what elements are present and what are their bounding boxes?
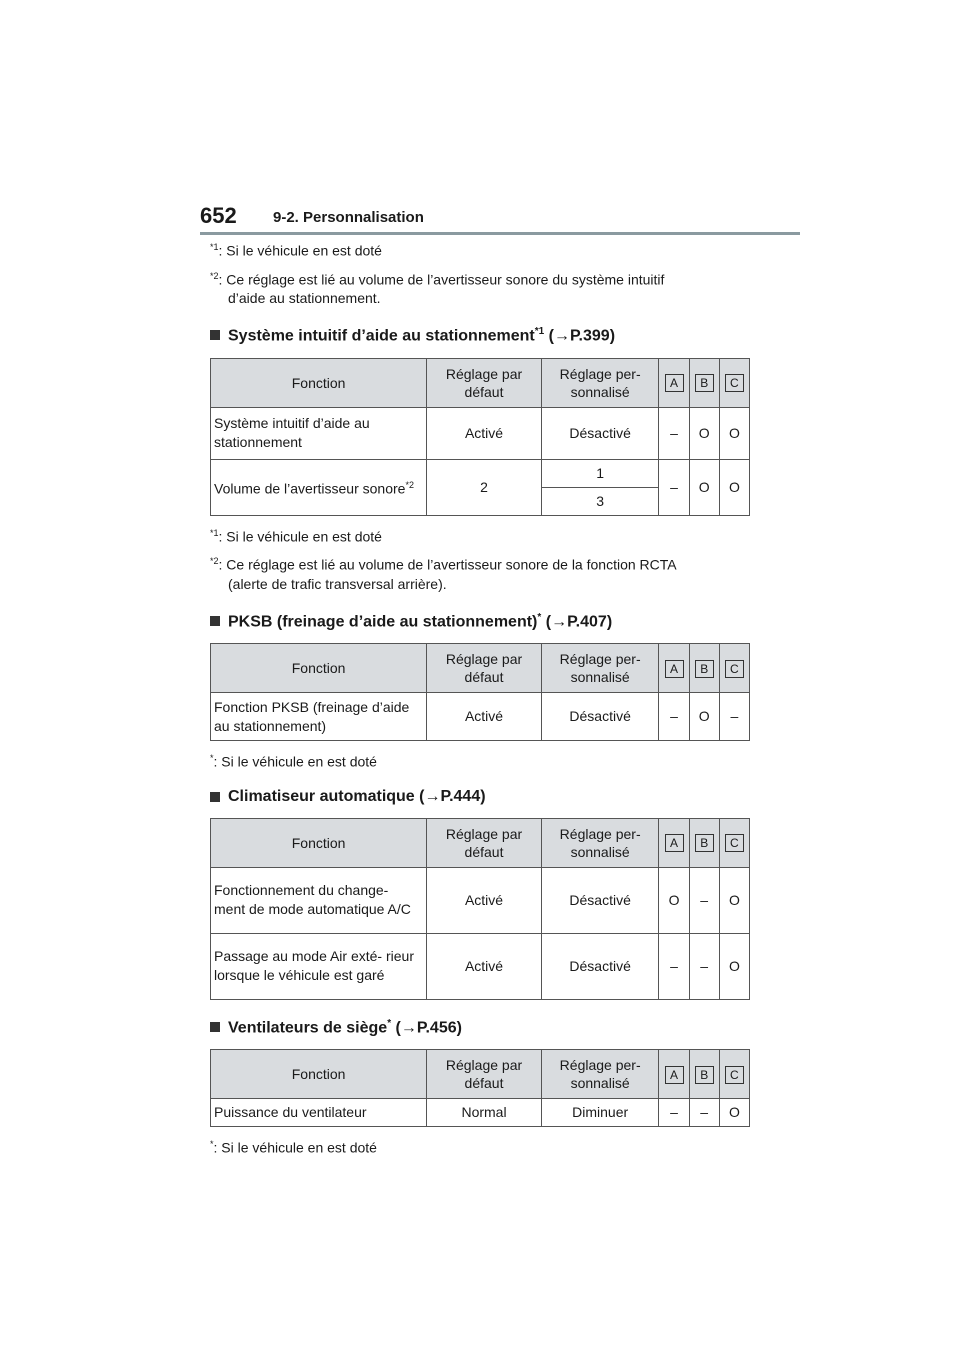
table-header-row <box>211 818 750 867</box>
column-header-a <box>659 358 689 407</box>
page-content <box>210 238 750 1158</box>
box-c: C <box>725 834 744 852</box>
footnote <box>210 749 750 772</box>
cell-custom: 1 <box>541 459 659 487</box>
column-header-b <box>689 818 719 867</box>
cell-a: – <box>659 1099 689 1127</box>
page-reference: (→P.407) <box>541 613 613 631</box>
cell-default: Activé <box>427 867 542 933</box>
cell-custom: 3 <box>541 487 659 515</box>
column-header-default: Réglage par défaut <box>427 358 542 407</box>
page-reference: (→P.399) <box>544 327 616 345</box>
square-bullet-icon <box>210 1022 220 1032</box>
cell-c: O <box>719 867 749 933</box>
column-header-fonction: Fonction <box>211 644 427 693</box>
footnote-text: : Si le véhicule en est doté <box>213 753 377 770</box>
cell-a: – <box>659 933 689 999</box>
header-rule <box>200 232 800 235</box>
cell-fonction: Fonction PKSB (freinage d’aide au stationnement) <box>211 693 427 741</box>
table-header-row <box>211 644 750 693</box>
footnote-text: : Ce réglage est lié au volume de l’avertisseur sonore du système intuitif <box>218 271 665 288</box>
column-header-default: Réglage par défaut <box>427 644 542 693</box>
box-c: C <box>725 1066 744 1084</box>
heading-text: Climatiseur automatique <box>228 787 415 805</box>
cell-b: O <box>689 693 719 741</box>
footnote-continuation: (alerte de trafic transversal arrière). <box>228 575 447 592</box>
footnote-mark: *1 <box>210 527 219 538</box>
footnote <box>210 552 750 594</box>
heading-text: Système intuitif d’aide au stationnement <box>228 327 535 345</box>
footnote-continuation: d’aide au stationnement. <box>228 290 381 307</box>
cell-fonction: Puissance du ventilateur <box>211 1099 427 1127</box>
box-b: B <box>695 1066 714 1084</box>
cell-b: – <box>689 1099 719 1127</box>
cell-a: – <box>659 407 689 459</box>
footnote-text: : Si le véhicule en est doté <box>213 1139 377 1156</box>
column-header-c <box>719 644 749 693</box>
footnote <box>210 524 750 547</box>
table-header-row <box>211 358 750 407</box>
table-header-row <box>211 1050 750 1099</box>
section-heading <box>210 326 750 345</box>
heading-text: Ventilateurs de siège <box>228 1019 388 1037</box>
box-a: A <box>665 834 684 852</box>
column-header-default: Réglage par défaut <box>427 1050 542 1099</box>
footnote <box>210 238 750 261</box>
footnote <box>210 267 750 309</box>
cell-a: O <box>659 867 689 933</box>
footnote <box>210 1135 750 1158</box>
column-header-a <box>659 644 689 693</box>
heading-mark: * <box>387 1017 392 1029</box>
section-heading <box>210 788 750 806</box>
page-reference: (→P.456) <box>391 1019 462 1037</box>
cell-custom: Désactivé <box>541 693 659 741</box>
page-header <box>0 0 960 240</box>
footnote-mark: * <box>210 753 214 764</box>
column-header-c <box>719 818 749 867</box>
cell-a: – <box>659 693 689 741</box>
cell-c: O <box>719 1099 749 1127</box>
column-header-custom: Réglage per- sonnalisé <box>541 1050 659 1099</box>
footnote-mark: * <box>210 1139 214 1150</box>
page-number: 652 <box>200 203 237 228</box>
box-b: B <box>695 660 714 678</box>
box-c: C <box>725 660 744 678</box>
footnote-text: : Si le véhicule en est doté <box>218 242 382 259</box>
cell-mark: *2 <box>405 479 414 490</box>
footnote-mark: *2 <box>210 270 219 281</box>
table-row <box>211 693 750 741</box>
column-header-b <box>689 644 719 693</box>
cell-custom: Désactivé <box>541 867 659 933</box>
cell-b: – <box>689 867 719 933</box>
column-header-fonction: Fonction <box>211 1050 427 1099</box>
column-header-b <box>689 358 719 407</box>
cell-b: – <box>689 933 719 999</box>
footnote-text: : Ce réglage est lié au volume de l’avertisseur sonore de la fonction RCTA <box>218 556 677 573</box>
table-row <box>211 1099 750 1127</box>
cell-default: Activé <box>427 933 542 999</box>
settings-table <box>210 358 750 516</box>
cell-c: O <box>719 933 749 999</box>
cell-fonction-text: Volume de l’avertisseur sonore <box>214 480 406 497</box>
column-header-fonction: Fonction <box>211 358 427 407</box>
table-row <box>211 933 750 999</box>
square-bullet-icon <box>210 330 220 340</box>
box-b: B <box>695 834 714 852</box>
box-c: C <box>725 374 744 392</box>
table-row <box>211 407 750 459</box>
settings-table <box>210 818 750 1000</box>
column-header-fonction: Fonction <box>211 818 427 867</box>
cell-fonction: Fonctionnement du change- ment de mode automatique A/C <box>211 867 427 933</box>
column-header-custom: Réglage per- sonnalisé <box>541 644 659 693</box>
cell-custom: Désactivé <box>541 933 659 999</box>
square-bullet-icon <box>210 792 220 802</box>
footnote-mark: *1 <box>210 242 219 252</box>
cell-custom: Désactivé <box>541 407 659 459</box>
heading-text: PKSB (freinage d’aide au stationnement) <box>228 613 538 631</box>
column-header-c <box>719 358 749 407</box>
cell-b: O <box>689 459 719 515</box>
section-heading <box>210 612 750 631</box>
square-bullet-icon <box>210 616 220 626</box>
column-header-c <box>719 1050 749 1099</box>
heading-mark: * <box>537 611 542 623</box>
column-header-default: Réglage par défaut <box>427 818 542 867</box>
box-a: A <box>665 374 684 392</box>
column-header-a <box>659 1050 689 1099</box>
settings-table <box>210 1049 750 1127</box>
section-title: 9-2. Personnalisation <box>273 209 424 226</box>
cell-default: Activé <box>427 407 542 459</box>
column-header-custom: Réglage per- sonnalisé <box>541 358 659 407</box>
box-a: A <box>665 660 684 678</box>
cell-fonction <box>211 459 427 515</box>
cell-default: Activé <box>427 693 542 741</box>
cell-c: O <box>719 459 749 515</box>
cell-default: 2 <box>427 459 542 515</box>
cell-b: O <box>689 407 719 459</box>
column-header-b <box>689 1050 719 1099</box>
footnote-mark: *2 <box>210 556 219 567</box>
column-header-custom: Réglage per- sonnalisé <box>541 818 659 867</box>
heading-mark: *1 <box>534 326 545 338</box>
table-row <box>211 459 750 487</box>
page-reference: (→P.444) <box>414 787 486 805</box>
cell-default: Normal <box>427 1099 542 1127</box>
box-b: B <box>695 374 714 392</box>
cell-c: – <box>719 693 749 741</box>
cell-c: O <box>719 407 749 459</box>
settings-table <box>210 643 750 741</box>
box-a: A <box>665 1066 684 1084</box>
cell-fonction: Passage au mode Air exté- rieur lorsque le véhicule est garé <box>211 933 427 999</box>
column-header-a <box>659 818 689 867</box>
cell-custom: Diminuer <box>541 1099 659 1127</box>
footnote-text: : Si le véhicule en est doté <box>218 528 382 545</box>
cell-a: – <box>659 459 689 515</box>
cell-fonction: Système intuitif d’aide au stationnement <box>211 407 427 459</box>
table-row <box>211 867 750 933</box>
section-heading <box>210 1018 750 1037</box>
